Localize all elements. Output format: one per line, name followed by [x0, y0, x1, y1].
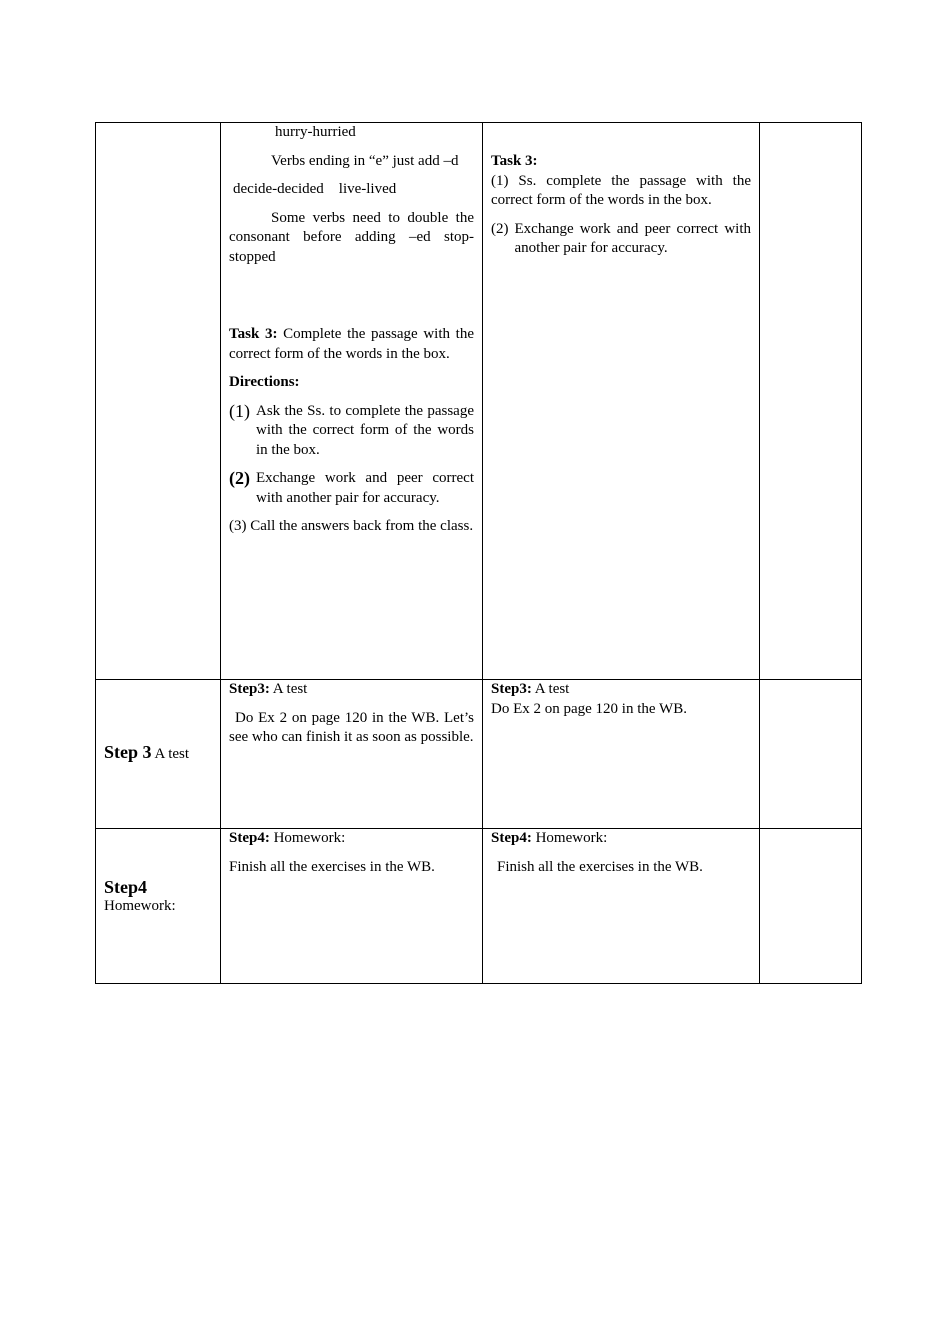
step-heading: Step3: A test	[229, 681, 308, 697]
list-number: (2)	[229, 468, 250, 488]
list-text: Exchange work and peer correct with another pair for accuracy.	[514, 220, 751, 256]
step-title: Step4	[104, 876, 148, 897]
student-activity-cell	[483, 829, 760, 984]
student-activity-cell	[483, 680, 760, 829]
step-body: Finish all the exercises in the WB.	[497, 858, 703, 875]
step-heading: Step4: Homework:	[229, 830, 346, 846]
list-item	[229, 469, 474, 508]
notes-cell	[760, 680, 862, 829]
list-text: Exchange work and peer correct with another pair for accuracy.	[256, 470, 474, 506]
teacher-activity-cell	[221, 123, 483, 680]
step-body: Do Ex 2 on page 120 in the WB. Let’s see who can finish it as soon as possible.	[229, 709, 474, 745]
step-body: Do Ex 2 on page 120 in the WB.	[491, 700, 687, 717]
list-number: (1)	[229, 400, 250, 421]
task3-label: Task 3:	[229, 326, 278, 342]
list-item	[229, 402, 474, 461]
list-text: Ask the Ss. to complete the passage with the correct form of the words in the box.	[256, 402, 474, 458]
step-cell-empty	[96, 123, 221, 680]
list-item: (3) Call the answers back from the class.	[229, 518, 474, 534]
list-item	[491, 220, 751, 259]
rule-verbs-e: Verbs ending in “e” just add –d	[271, 152, 459, 169]
task3-heading: Task 3:	[491, 153, 538, 169]
student-activity-cell	[483, 123, 760, 680]
directions-heading: Directions:	[229, 374, 300, 390]
notes-cell	[760, 123, 862, 680]
notes-cell	[760, 829, 862, 984]
list-item: (1) Ss. complete the passage with the correct form of the words in the box.	[491, 172, 751, 208]
step-label-cell	[96, 829, 221, 984]
teacher-activity-cell	[221, 680, 483, 829]
table-row	[96, 123, 862, 680]
step-heading: Step3: A test	[491, 681, 570, 697]
task3-text: Complete the passage with the correct form of the words in the box.	[229, 326, 474, 362]
list-number: (2)	[491, 220, 509, 237]
table-row	[96, 680, 862, 829]
teacher-activity-cell	[221, 829, 483, 984]
table-row	[96, 829, 862, 984]
examples-e: decide-decided live-lived	[233, 181, 397, 197]
example-hurry: hurry-hurried	[275, 124, 356, 140]
rule-double-consonant: Some verbs need to double the consonant before adding –ed stop-stopped	[229, 209, 474, 265]
step-title: Step 3 A test	[104, 742, 190, 763]
step-subtitle: Homework:	[104, 898, 176, 914]
step-label-cell	[96, 680, 221, 829]
lesson-plan-table	[95, 122, 862, 984]
step-heading: Step4: Homework:	[491, 830, 608, 846]
step-body: Finish all the exercises in the WB.	[229, 858, 435, 875]
task3-instruction	[229, 325, 474, 364]
